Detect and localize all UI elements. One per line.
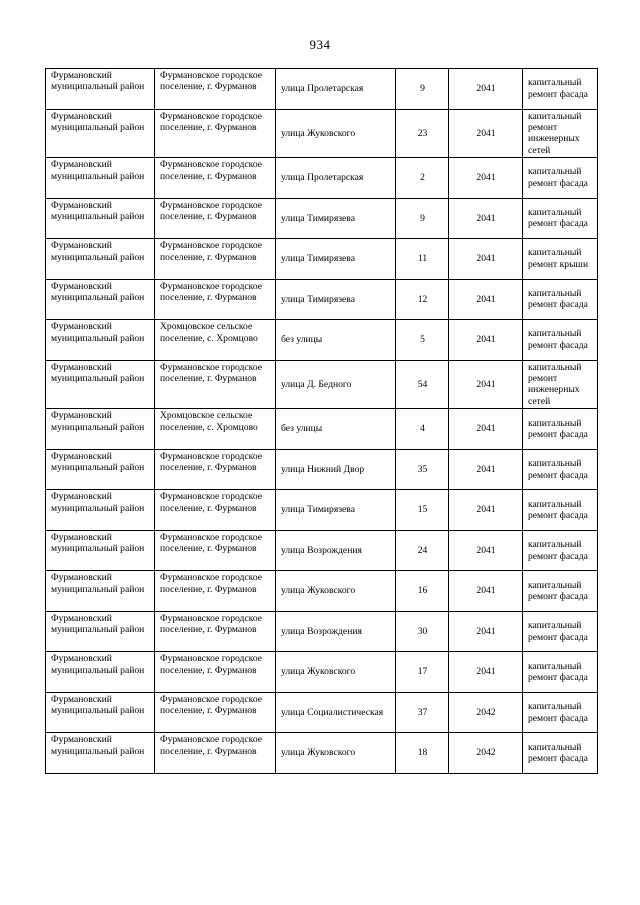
work-type-cell <box>523 279 598 320</box>
house-number-cell-text: 2 <box>420 172 425 184</box>
year-cell <box>449 733 523 774</box>
house-number-cell-text: 24 <box>417 544 428 556</box>
year-cell-text: 2042 <box>476 706 496 718</box>
house-number-cell-text: 23 <box>417 127 428 139</box>
district-cell <box>46 733 155 774</box>
street-cell-text: улица Возрождения <box>281 625 362 637</box>
table-row <box>46 109 598 158</box>
year-cell-text: 2041 <box>476 172 496 184</box>
year-cell-text: 2041 <box>476 127 496 139</box>
district-cell <box>46 692 155 733</box>
table-row <box>46 198 598 239</box>
settlement-cell <box>155 490 276 531</box>
district-cell-text: Фурмановский муниципальный район <box>51 612 145 636</box>
street-cell-text: без улицы <box>281 334 323 346</box>
house-number-cell-text: 54 <box>417 378 428 390</box>
table-body <box>46 69 598 774</box>
table-row <box>46 611 598 652</box>
street-cell <box>276 198 396 239</box>
street-cell-text: улица Социалистическая <box>281 706 384 718</box>
work-type-cell <box>523 409 598 450</box>
year-cell-text: 2041 <box>476 83 496 95</box>
work-type-cell-text: капитальный ремонт фасада <box>528 328 588 351</box>
district-cell <box>46 449 155 490</box>
street-cell <box>276 611 396 652</box>
year-cell-text: 2041 <box>476 625 496 637</box>
work-type-cell-text: капитальный ремонт фасада <box>528 287 588 311</box>
year-cell <box>449 239 523 280</box>
work-type-cell <box>523 198 598 239</box>
work-type-cell <box>523 571 598 612</box>
settlement-cell <box>155 733 276 774</box>
house-number-cell <box>396 360 449 409</box>
house-number-cell-text: 5 <box>420 334 425 346</box>
work-type-cell-text: капитальный ремонт фасада <box>528 206 588 230</box>
district-cell <box>46 279 155 320</box>
street-cell <box>276 360 396 409</box>
house-number-cell <box>396 320 449 361</box>
work-type-cell <box>523 239 598 280</box>
house-number-cell <box>396 158 449 199</box>
street-cell <box>276 530 396 571</box>
work-type-cell-text: капитальный ремонт фасада <box>528 620 588 643</box>
district-cell-text: Фурмановский муниципальный район <box>51 572 145 595</box>
street-cell <box>276 652 396 693</box>
year-cell <box>449 611 523 652</box>
house-number-cell <box>396 109 449 158</box>
house-number-cell <box>396 692 449 733</box>
district-cell <box>46 69 155 110</box>
year-cell-text: 2041 <box>476 504 496 516</box>
year-cell-text: 2041 <box>476 423 496 435</box>
house-number-cell <box>396 409 449 450</box>
work-type-cell <box>523 320 598 361</box>
district-cell <box>46 611 155 652</box>
street-cell-text: улица Д. Бедного <box>281 378 352 390</box>
work-type-cell <box>523 109 598 158</box>
district-cell <box>46 198 155 239</box>
settlement-cell <box>155 571 276 612</box>
district-cell <box>46 109 155 158</box>
district-cell <box>46 239 155 280</box>
house-number-cell-text: 4 <box>420 423 425 435</box>
work-type-cell <box>523 490 598 531</box>
house-number-cell-text: 30 <box>417 625 428 637</box>
table-row <box>46 409 598 450</box>
street-cell-text: улица Жуковского <box>281 585 356 597</box>
settlement-cell-text: Фурмановское городское поселение, г. Фурманов <box>160 572 262 595</box>
settlement-cell <box>155 239 276 280</box>
street-cell-text: улица Тимирязева <box>281 504 355 516</box>
work-type-cell-text: капитальный ремонт инженерных сетей <box>528 361 582 407</box>
settlement-cell <box>155 692 276 733</box>
year-cell <box>449 279 523 320</box>
street-cell <box>276 692 396 733</box>
district-cell-text: Фурмановский муниципальный район <box>51 410 145 433</box>
street-cell-text: улица Жуковского <box>281 127 356 139</box>
work-type-cell-text: капитальный ремонт фасада <box>528 701 588 724</box>
year-cell <box>449 320 523 361</box>
house-number-cell <box>396 239 449 280</box>
district-cell-text: Фурмановский муниципальный район <box>51 450 145 474</box>
work-type-cell-text: капитальный ремонт фасада <box>528 77 588 100</box>
district-cell-text: Фурмановский муниципальный район <box>51 653 145 676</box>
house-number-cell <box>396 490 449 531</box>
street-cell-text: улица Тимирязева <box>281 293 355 305</box>
settlement-cell-text: Хромцовское сельское поселение, с. Хромцово <box>160 410 258 433</box>
district-cell <box>46 409 155 450</box>
work-type-cell <box>523 692 598 733</box>
settlement-cell <box>155 449 276 490</box>
year-cell <box>449 360 523 409</box>
year-cell-text: 2041 <box>476 463 496 475</box>
district-cell <box>46 530 155 571</box>
work-type-cell <box>523 733 598 774</box>
district-cell <box>46 360 155 409</box>
district-cell <box>46 158 155 199</box>
street-cell-text: улица Тимирязева <box>281 253 355 265</box>
house-number-cell-text: 37 <box>417 706 428 718</box>
settlement-cell <box>155 409 276 450</box>
repair-schedule-table <box>45 68 598 774</box>
house-number-cell-text: 18 <box>417 747 428 759</box>
street-cell <box>276 279 396 320</box>
house-number-cell-text: 15 <box>417 504 428 516</box>
table-row <box>46 571 598 612</box>
table-row <box>46 449 598 490</box>
work-type-cell-text: капитальный ремонт крыши <box>528 247 589 270</box>
year-cell-text: 2041 <box>476 334 496 346</box>
house-number-cell <box>396 449 449 490</box>
settlement-cell-text: Фурмановское городское поселение, г. Фурманов <box>160 734 262 757</box>
street-cell <box>276 158 396 199</box>
year-cell-text: 2041 <box>476 544 496 556</box>
year-cell-text: 2041 <box>476 212 496 224</box>
page-number: 934 <box>309 37 331 52</box>
table-row <box>46 158 598 199</box>
year-cell <box>449 490 523 531</box>
street-cell-text: улица Нижний Двор <box>281 463 365 475</box>
year-cell <box>449 158 523 199</box>
district-cell-text: Фурмановский муниципальный район <box>51 361 145 385</box>
street-cell-text: улица Жуковского <box>281 666 356 678</box>
house-number-cell-text: 12 <box>417 293 428 305</box>
year-cell <box>449 571 523 612</box>
settlement-cell <box>155 320 276 361</box>
street-cell <box>276 239 396 280</box>
settlement-cell <box>155 158 276 199</box>
settlement-cell-text: Фурмановское городское поселение, г. Фурманов <box>160 110 262 133</box>
table-row <box>46 239 598 280</box>
table-row <box>46 733 598 774</box>
work-type-cell <box>523 158 598 199</box>
year-cell <box>449 449 523 490</box>
house-number-cell <box>396 611 449 652</box>
work-type-cell-text: капитальный ремонт фасада <box>528 417 588 440</box>
year-cell-text: 2041 <box>476 585 496 597</box>
street-cell <box>276 449 396 490</box>
house-number-cell-text: 35 <box>417 463 428 475</box>
table-row <box>46 69 598 110</box>
street-cell <box>276 733 396 774</box>
settlement-cell-text: Фурмановское городское поселение, г. Фурманов <box>160 612 262 636</box>
year-cell <box>449 109 523 158</box>
year-cell-text: 2042 <box>476 747 496 759</box>
district-cell-text: Фурмановский муниципальный район <box>51 531 145 555</box>
district-cell <box>46 571 155 612</box>
work-type-cell <box>523 652 598 693</box>
house-number-cell <box>396 571 449 612</box>
district-cell-text: Фурмановский муниципальный район <box>51 70 145 93</box>
house-number-cell <box>396 279 449 320</box>
year-cell <box>449 69 523 110</box>
work-type-cell-text: капитальный ремонт фасада <box>528 741 588 764</box>
settlement-cell-text: Фурмановское городское поселение, г. Фурманов <box>160 70 262 93</box>
table-row <box>46 530 598 571</box>
table-row <box>46 652 598 693</box>
district-cell-text: Фурмановский муниципальный район <box>51 734 145 757</box>
street-cell <box>276 490 396 531</box>
year-cell <box>449 652 523 693</box>
street-cell-text: улица Жуковского <box>281 747 356 759</box>
work-type-cell-text: капитальный ремонт фасада <box>528 498 588 521</box>
settlement-cell-text: Фурмановское городское поселение, г. Фурманов <box>160 280 262 304</box>
district-cell-text: Фурмановский муниципальный район <box>51 110 145 133</box>
house-number-cell-text: 9 <box>420 212 425 224</box>
settlement-cell-text: Фурмановское городское поселение, г. Фурманов <box>160 361 262 385</box>
district-cell <box>46 320 155 361</box>
settlement-cell-text: Фурмановское городское поселение, г. Фурманов <box>160 653 262 676</box>
table-row <box>46 692 598 733</box>
district-cell-text: Фурмановский муниципальный район <box>51 693 145 717</box>
year-cell <box>449 409 523 450</box>
work-type-cell-text: капитальный ремонт фасада <box>528 166 588 189</box>
street-cell <box>276 571 396 612</box>
work-type-cell-text: капитальный ремонт фасада <box>528 539 588 562</box>
street-cell <box>276 109 396 158</box>
year-cell-text: 2041 <box>476 378 496 390</box>
street-cell-text: без улицы <box>281 423 323 435</box>
settlement-cell-text: Фурмановское городское поселение, г. Фурманов <box>160 450 262 474</box>
district-cell-text: Фурмановский муниципальный район <box>51 240 145 263</box>
district-cell-text: Фурмановский муниципальный район <box>51 199 145 223</box>
street-cell-text: улица Пролетарская <box>281 83 364 95</box>
house-number-cell <box>396 198 449 239</box>
year-cell <box>449 692 523 733</box>
settlement-cell-text: Фурмановское городское поселение, г. Фурманов <box>160 531 262 555</box>
house-number-cell <box>396 652 449 693</box>
street-cell-text: улица Возрождения <box>281 544 362 556</box>
street-cell-text: улица Тимирязева <box>281 212 355 224</box>
settlement-cell-text: Фурмановское городское поселение, г. Фурманов <box>160 240 262 263</box>
work-type-cell-text: капитальный ремонт инженерных сетей <box>528 110 582 156</box>
work-type-cell <box>523 530 598 571</box>
settlement-cell-text: Фурмановское городское поселение, г. Фурманов <box>160 693 262 717</box>
settlement-cell <box>155 652 276 693</box>
year-cell-text: 2041 <box>476 666 496 678</box>
house-number-cell-text: 16 <box>417 585 428 597</box>
settlement-cell <box>155 611 276 652</box>
house-number-cell-text: 11 <box>417 253 428 265</box>
work-type-cell-text: капитальный ремонт фасада <box>528 660 588 683</box>
settlement-cell-text: Фурмановское городское поселение, г. Фурманов <box>160 199 262 223</box>
district-cell-text: Фурмановский муниципальный район <box>51 159 145 182</box>
work-type-cell-text: капитальный ремонт фасада <box>528 458 588 481</box>
settlement-cell <box>155 279 276 320</box>
house-number-cell <box>396 69 449 110</box>
settlement-cell <box>155 198 276 239</box>
year-cell <box>449 198 523 239</box>
work-type-cell <box>523 611 598 652</box>
settlement-cell <box>155 530 276 571</box>
street-cell-text: улица Пролетарская <box>281 172 364 184</box>
district-cell <box>46 652 155 693</box>
district-cell <box>46 490 155 531</box>
settlement-cell <box>155 69 276 110</box>
settlement-cell <box>155 360 276 409</box>
year-cell <box>449 530 523 571</box>
house-number-cell <box>396 733 449 774</box>
table-row <box>46 279 598 320</box>
street-cell <box>276 320 396 361</box>
street-cell <box>276 409 396 450</box>
district-cell-text: Фурмановский муниципальный район <box>51 491 145 514</box>
settlement-cell-text: Фурмановское городское поселение, г. Фурманов <box>160 491 262 514</box>
settlement-cell-text: Фурмановское городское поселение, г. Фурманов <box>160 159 262 182</box>
table-row <box>46 360 598 409</box>
work-type-cell <box>523 69 598 110</box>
settlement-cell-text: Хромцовское сельское поселение, с. Хромцово <box>160 321 258 344</box>
year-cell-text: 2041 <box>476 253 496 265</box>
work-type-cell <box>523 449 598 490</box>
district-cell-text: Фурмановский муниципальный район <box>51 321 145 344</box>
table-row <box>46 490 598 531</box>
district-cell-text: Фурмановский муниципальный район <box>51 280 145 304</box>
street-cell <box>276 69 396 110</box>
year-cell-text: 2041 <box>476 293 496 305</box>
settlement-cell <box>155 109 276 158</box>
house-number-cell-text: 17 <box>417 666 428 678</box>
house-number-cell-text: 9 <box>420 83 425 95</box>
work-type-cell-text: капитальный ремонт фасада <box>528 579 588 602</box>
house-number-cell <box>396 530 449 571</box>
work-type-cell <box>523 360 598 409</box>
table-row <box>46 320 598 361</box>
